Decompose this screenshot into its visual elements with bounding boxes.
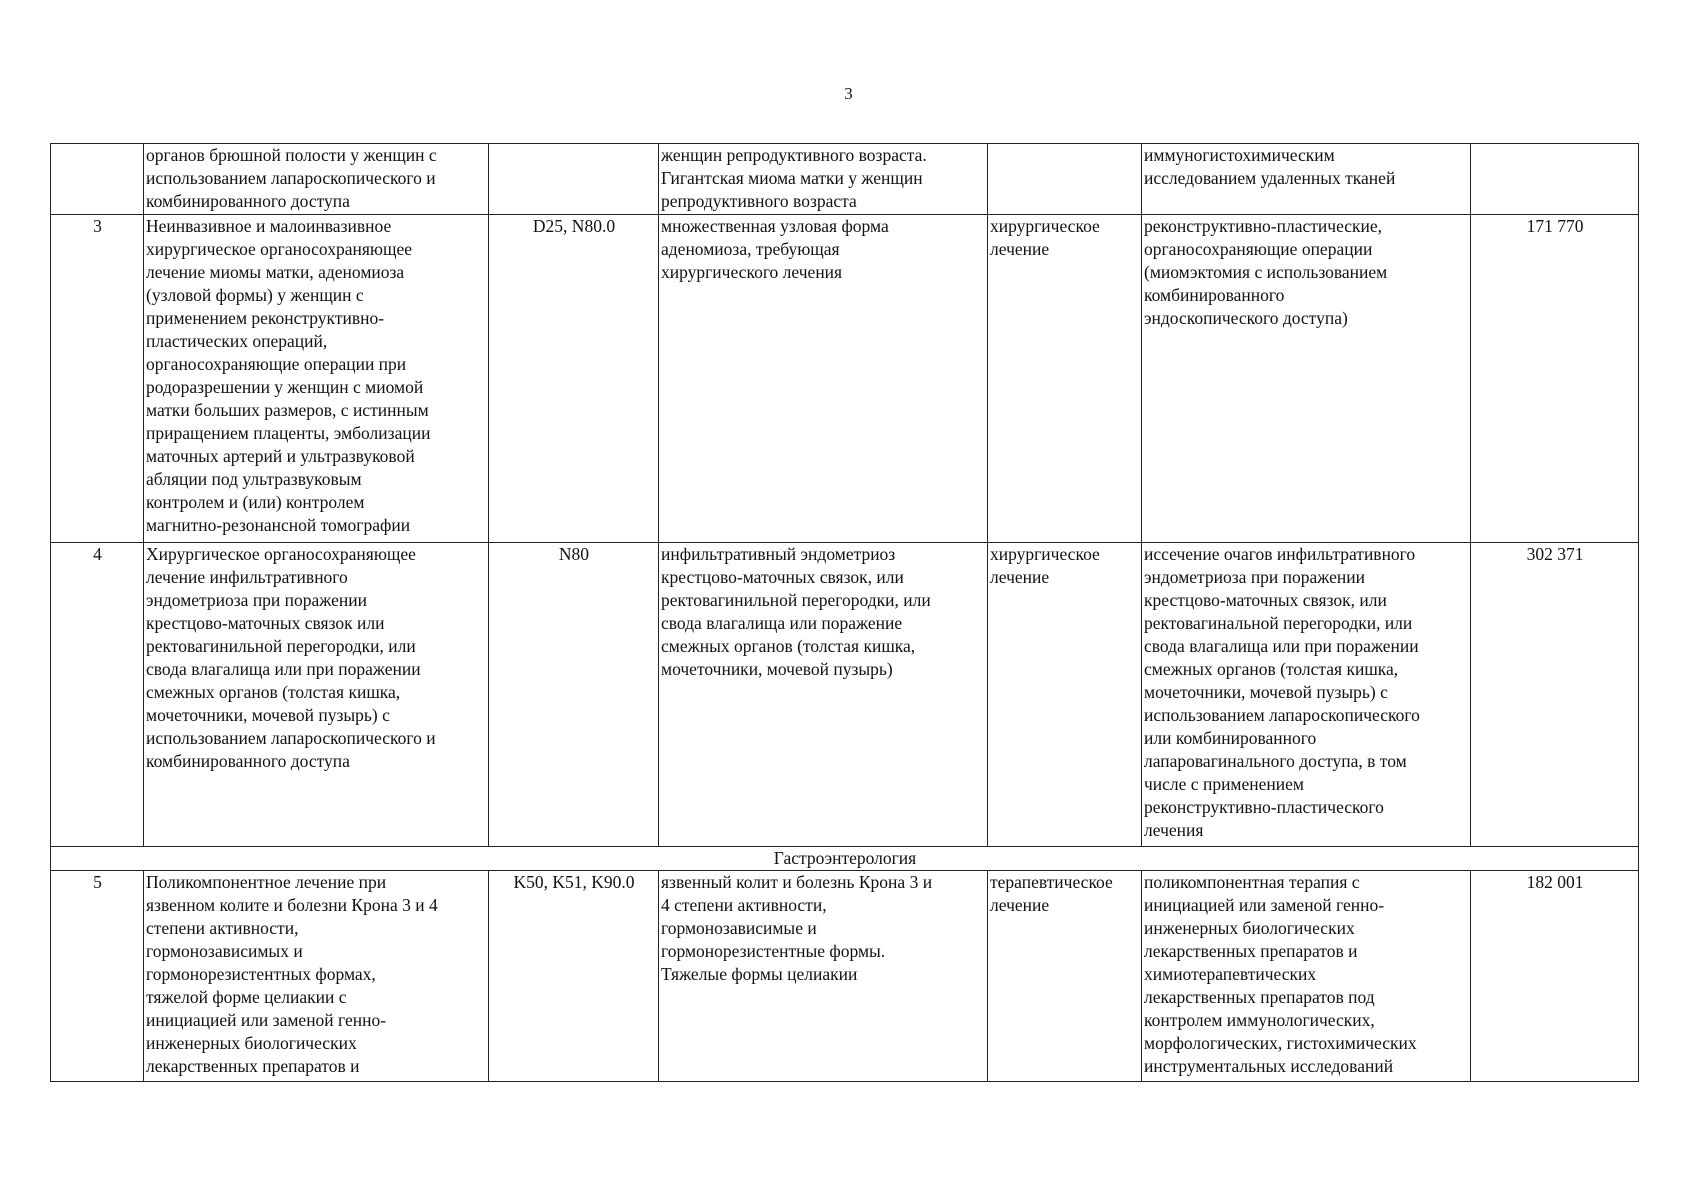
treatment-type-cell: [988, 144, 1142, 215]
table-row: [51, 543, 1639, 847]
treatment-type-cell: хирургическое лечение: [988, 215, 1142, 543]
page-number: 3: [844, 84, 853, 103]
procedure-name-cell: органов брюшной полости у женщин с использованием лапароскопического и комбинированного доступа: [144, 144, 489, 215]
cost-cell: 302 371: [1471, 543, 1639, 847]
icd-codes-cell: D25, N80.0: [489, 215, 659, 543]
row-number-cell: 5: [51, 871, 144, 1082]
table-row: [51, 144, 1639, 215]
treatment-method-cell: иммуногистохимическим исследованием удаленных тканей: [1142, 144, 1471, 215]
icd-codes-cell: K50, K51, K90.0: [489, 871, 659, 1082]
row-number-cell: 4: [51, 543, 144, 847]
patient-model-cell: язвенный колит и болезнь Крона 3 и 4 степени активности, гормонозависимые и гормонорезистентные формы. Тяжелые формы целиакии: [659, 871, 988, 1082]
icd-codes-cell: N80: [489, 543, 659, 847]
patient-model-cell: женщин репродуктивного возраста. Гигантская миома матки у женщин репродуктивного возраста: [659, 144, 988, 215]
cost-cell: [1471, 144, 1639, 215]
patient-model-cell: множественная узловая форма аденомиоза, требующая хирургического лечения: [659, 215, 988, 543]
table-row: [51, 871, 1639, 1082]
procedure-name-cell: Поликомпонентное лечение при язвенном колите и болезни Крона 3 и 4 степени активности, гормонозависимых и гормонорезистентных формах, тяжелой форме целиакии с инициацией или заменой генно- инженерных биологических лекарственных препаратов и: [144, 871, 489, 1082]
row-number-cell: [51, 144, 144, 215]
patient-model-cell: инфильтративный эндометриоз крестцово-маточных связок, или ректовагинильной перегородки, или свода влагалища или поражение смежных органов (толстая кишка, мочеточники, мочевой пузырь): [659, 543, 988, 847]
cost-cell: 171 770: [1471, 215, 1639, 543]
procedure-name-cell: Неинвазивное и малоинвазивное хирургическое органосохраняющее лечение миомы матки, аденомиоза (узловой формы) у женщин с применением реконструктивно- пластических операций, органосохраняющие операции при родоразрешении у женщин с миомой матки больших размеров, с истинным приращением плаценты, эмболизации маточных артерий и ультразвуковой абляции под ультразвуковым контролем и (или) контролем магнитно-резонансной томографии: [144, 215, 489, 543]
treatment-method-cell: реконструктивно-пластические, органосохраняющие операции (миомэктомия с использованием комбинированного эндоскопического доступа): [1142, 215, 1471, 543]
section-header-row: [51, 847, 1639, 871]
section-header: Гастроэнтерология: [51, 847, 1639, 871]
treatment-method-cell: иссечение очагов инфильтративного эндометриоза при поражении крестцово-маточных связок, или ректовагинальной перегородки, или свода влагалища или при поражении смежных органов (толстая кишка, мочеточники, мочевой пузырь) с использованием лапароскопического или комбинированного лапаровагинального доступа, в том числе с применением реконструктивно-пластического лечения: [1142, 543, 1471, 847]
treatment-type-cell: хирургическое лечение: [988, 543, 1142, 847]
treatment-type-cell: терапевтическое лечение: [988, 871, 1142, 1082]
row-number-cell: 3: [51, 215, 144, 543]
treatment-method-cell: поликомпонентная терапия с инициацией или заменой генно- инженерных биологических лекарственных препаратов и химиотерапевтических лекарственных препаратов под контролем иммунологических, морфологических, гистохимических инструментальных исследований: [1142, 871, 1471, 1082]
icd-codes-cell: [489, 144, 659, 215]
table-row: [51, 215, 1639, 543]
procedures-table: [50, 143, 1639, 1082]
procedure-name-cell: Хирургическое органосохраняющее лечение инфильтративного эндометриоза при поражении крестцово-маточных связок или ректовагинильной перегородки, или свода влагалища или при поражении смежных органов (толстая кишка, мочеточники, мочевой пузырь) с использованием лапароскопического и комбинированного доступа: [144, 543, 489, 847]
cost-cell: 182 001: [1471, 871, 1639, 1082]
